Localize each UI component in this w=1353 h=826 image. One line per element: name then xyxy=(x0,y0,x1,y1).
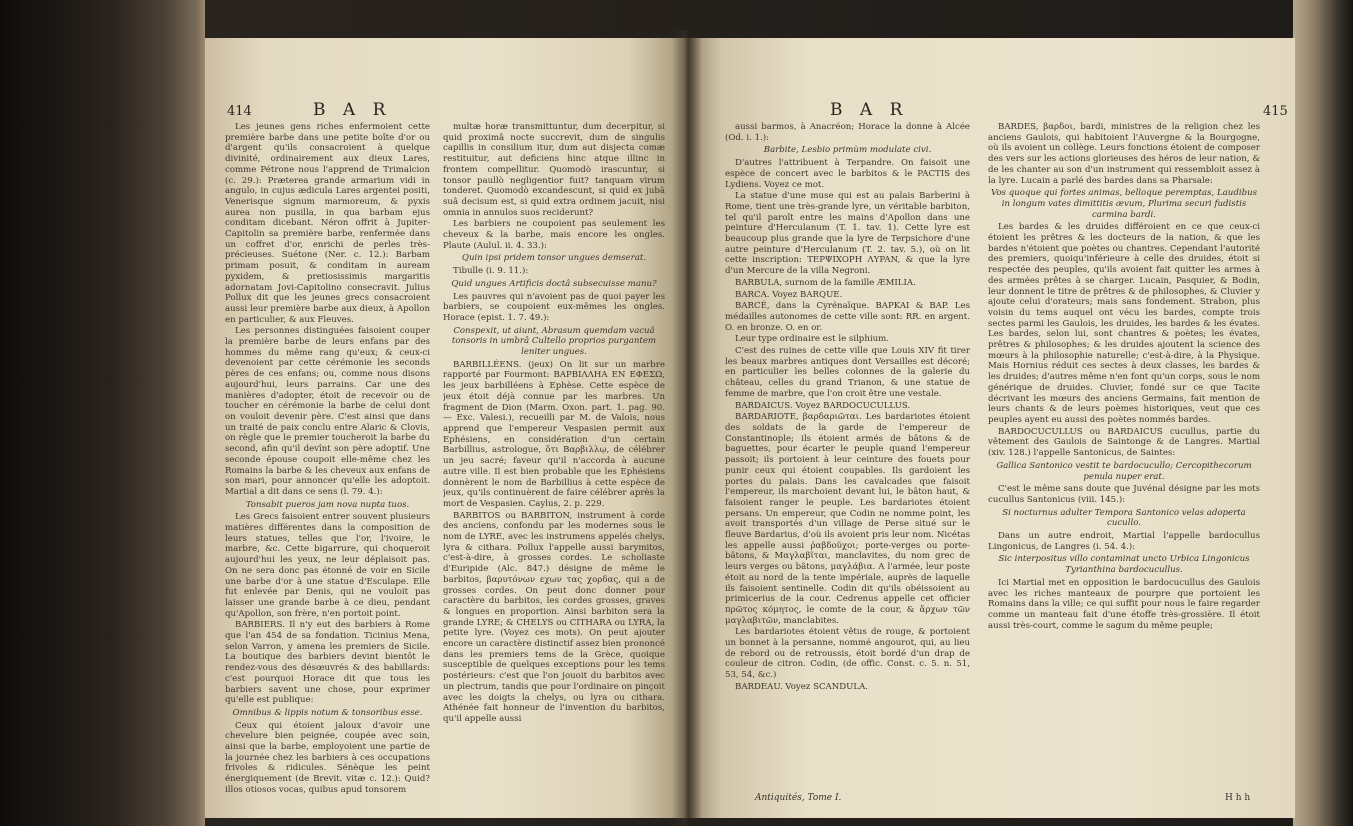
paragraph: Conspexit, ut aiunt, Abrasum quemdam vacuâ tonsoris in umbrâ Cultello proprios purgantem leniter ungues. xyxy=(451,325,657,358)
paragraph: Gallica Santonico vestit te bardocucullo; Cercopithecorum penula nuper erat. xyxy=(996,460,1252,482)
paragraph: multæ horæ transmittuntur, dum decerpitur, si quid proximâ nocte succrevit, dum de singulis capillis in consilium itur, dum aut disjecta comæ restituitur, aut deficiens hinc atque illinc in frontem compellitur. Quomodò irascuntur, si tonsor paullò negligentior fuit? tanquam virum tonderet. Quomodò excandescunt, si quid ex jubâ suâ decisum est, si quid extra ordinem jacuit, nisi omnia in annulos suos reciderunt? xyxy=(443,122,665,218)
paragraph: BARDEAU. Voyez SCANDULA. xyxy=(735,681,869,692)
right-page xyxy=(685,38,1295,818)
paragraph: BARBULA, surnom de la famille ÆMILIA. xyxy=(735,277,916,288)
paragraph: Les bardariotes étoient vêtus de rouge, & portoient un bonnet à la persanne, nommé angourot, qui, au lieu de rebord ou de retroussis, étoit bordé d'un drap de couleur de citron. Codin, (de offic. Const. c. 5. n. 51, 53, 54, &c.) xyxy=(725,627,970,681)
book-cover-right xyxy=(1293,0,1353,826)
left-page xyxy=(205,38,685,818)
running-head-left: B A R xyxy=(313,100,392,120)
paragraph: Omnibus & lippis notum & tonsoribus esse. xyxy=(232,707,423,718)
left-column-1 xyxy=(225,122,430,812)
paragraph: BARDOCUCULLUS ou BARDAICUS cucullus, partie du vêtement des Gaulois de Saintonge & de Langres. Martial (xiv. 128.) l'appelle Santonicus, de Saintes: xyxy=(988,426,1260,459)
paragraph: Sic interpositus villo contaminat uncto Urbica Lingonicus Tyrianthina bardocucullus. xyxy=(998,554,1250,576)
footer-volume: Antiquités, Tome I. xyxy=(755,793,842,803)
paragraph: Vos quoque qui fortes animas, belloque peremptas, Laudibus in longum vates dimittitis ævum, Plurima securi fudistis carmina bardi. xyxy=(990,188,1258,220)
paragraph: La statue d'une muse qui est au palais Barberini à Rome, tient une très-grande lyre, un véritable barbiton, tel qu'il paroît entre les mains d'Apollon dans une peinture d'Herculanum (T. 1. tav. 1). Cette lyre est beaucoup plus grande que la lyre de Terpsichore d'une autre peinture d'Herculanum (T. 2. tav. 5.), où on lit cette inscription: TEPΨIXOPH ΛYPAN, & que la lyre d'un Mercure de la villa Negroni. xyxy=(725,191,970,277)
paragraph: BARBITOS ou BARBITON, instrument à corde des anciens, confondu par les modernes sous le nom de LYRE, avec les instrumens appelés chelys, lyra & cithara. Pollux l'appelle aussi barymitos, c'est-à-dire, à grosses cordes. Le scholiaste d'Euripide (Alc. 847.) désigne de même le barbitos, βαρυτόνων εχων τας χορδας, qui a de grosses cordes. On peut donc donner pour caractère du barbitos, les cordes grosses, graves & longues en proportion. Ainsi barbiton sera la grande LYRE; & CHELYS ou CITHARA ou LYRA, la petite lyre. (Voyez ces mots). On peut ajouter encore un caractère distinctif assez bien prononcé dans les premiers tems de la Grèce, quoique susceptible de quelques exceptions pour les tems postérieurs: c'est que l'on jouoit du barbitos avec un plectrum, tandis que pour l'ordinaire on pinçoit avec les doigts la chelys, ou lyra ou cithara. Athénée fait honneur de l'invention du barbitos, qu'il appelle aussi xyxy=(443,510,665,724)
page-number-right: 415 xyxy=(1263,104,1288,119)
paragraph: D'autres l'attribuent à Terpandre. On faisoit une espèce de concert avec le barbitos & le PACTIS des Lydiens. Voyez ce mot. xyxy=(725,158,970,190)
paragraph: Barbite, Lesbio primùm modulate civi. xyxy=(763,145,932,156)
paragraph: Leur type ordinaire est le silphium. xyxy=(735,334,890,345)
paragraph: Les pauvres qui n'avoient pas de quoi payer les barbiers, se coupoient eux-mêmes les ongles. Horace (epist. 1. 7. 49.): xyxy=(443,291,665,323)
paragraph: C'est des ruines de cette ville que Louis XIV fit tirer les beaux marbres antiques dont Versailles est décoré; en particulier les belles colonnes de la galerie du château, celles du grand Trianon, & une statue de femme de marbre, que l'on croit être une vestale. xyxy=(725,346,970,399)
paragraph: Les personnes distinguées faisoient couper la première barbe de leurs enfans par des hommes du même rang qu'eux; & ceux-ci devenoient par cette cérémonie les seconds pères de ces enfans; ou, comme nous disons aujourd'hui, leurs parrains. Car une des manières d'adopter, étoit de recevoir ou de toucher en cérémonie la barbe de celui dont on vouloit devenir père. C'est ainsi que dans un traité de paix conclu entre Alaric & Clovis, on règle que le premier toucheroit la barbe du second, afin qu'il devînt son père adoptif. Une seconde épouse coupoit elle-même chez les Romains la barbe & les cheveux aux enfans de son mari, pour annoncer qu'elle les adoptoit. Martial a dit dans ce sens (l. 79. 4.): xyxy=(225,326,430,497)
paragraph: Les Grecs faisoient entrer souvent plusieurs matières différentes dans la composition de leurs statues, telles que l'or, l'ivoire, le marbre, &c. Cette bigarrure, qui choqueroit aujourd'hui les yeux, ne leur déplaisoit pas. On ne sera donc pas étonné de voir en Sicile une barbe d'or à une statue d'Esculape. Elle fut enlevée par Denis, qui ne vouloit pas laisser une grande barbe à ce dieu, pendant qu'Apollon, son frère, n'en portoit point. xyxy=(225,512,430,619)
paragraph: BARCA. Voyez BARQUE. xyxy=(735,289,843,300)
paragraph: BARDAICUS. Voyez BARDOCUCULLUS. xyxy=(735,400,911,411)
book-cover-left xyxy=(0,0,205,826)
paragraph: Dans un autre endroit, Martial l'appelle bardocullus Lingonicus, de Langres (i. 54. 4.): xyxy=(988,531,1260,552)
signature-mark: H h h xyxy=(1225,793,1251,803)
paragraph: Tibulle (i. 9. 11.): xyxy=(453,266,529,277)
paragraph: Ceux qui étoient jaloux d'avoir une chevelure bien peignée, coupée avec soin, ainsi que la barbe, employoient une partie de la journée chez les barbiers à ces occupations frivoles & ridicules. Sénèque les peint énergiquement (de Brevit. vitæ c. 12.): Quid? illos otiosos vocas, quibus apud tonsorem xyxy=(225,720,430,795)
paragraph: Les bardes & les druides différoient en ce que ceux-ci étoient les prêtres & les docteurs de la nation, & que les bardes n'étoient que poètes ou chantres. Cependant l'autorité des premiers, quoiqu'inférieure à celle des druides, étoit si respectée des peuples, qu'ils avoient fait quitter les armes à des armées prêtes à se charger. Lucain, Pasquier, & Bodin, leur donnent le titre de prêtres & de philosophes, & Cluvier y ajoute celui d'orateurs; mais sans fondement. Strabon, plus voisin du tems auquel ont vécu les bardes, compte trois sectes parmi les Gaulois, les druides, les bardes & les évates. Les bardes, selon lui, sont chantres & poètes; les évates, prêtres & philosophes; & les druides ajoutent la science des mœurs à la philosophie naturelle; c'est-à-dire, à la Physique. Mais Hornius réduit ces sectes à deux classes, les bardes & les druides; d'autres même n'en font qu'un corps, sous le nom générique de druides. Cluvier, fondé sur ce que Tacite décrivant les mœurs des anciens Germains, fait mention de leurs chants & de leurs poèmes historiques, veut que ces peuples ayent eu aussi des poètes nommés bardes. xyxy=(988,222,1260,425)
running-head-right: B A R xyxy=(830,100,909,120)
paragraph: Si nocturnus adulter Tempora Santonico velas adoperta cucullo. xyxy=(1002,507,1246,529)
right-column-2 xyxy=(988,122,1260,802)
paragraph: Les barbiers ne coupoient pas seulement les cheveux & la barbe, mais encore les ongles. Plaute (Aulul. ii. 4. 33.): xyxy=(443,219,665,251)
left-column-2 xyxy=(443,122,665,812)
book-gutter xyxy=(672,30,702,826)
paragraph: Quin ipsi pridem tonsor ungues demserat. xyxy=(461,253,647,264)
paragraph: Ici Martial met en opposition le bardocucullus des Gaulois avec les riches manteaux de pourpre que portoient les Romains dans la ville; ce qui suffit pour nous le faire regarder comme un manteau fait d'une étoffe très-grossière. Il étoit aussi très-court, comme le sagum du même peuple; xyxy=(988,577,1260,631)
paragraph: Quid ungues Artificis doctâ subsecuisse manu? xyxy=(451,278,657,289)
paragraph: Les jeunes gens riches enfermoient cette première barbe dans une petite boîte d'or ou d'argent qu'ils consacroient à quelque divinité, ordinairement aux dieux Lares, comme Pétrone nous l'apprend de Trimalcion (c. 29.): Præterea grande armarium vidi in angulo, in cujus ædicula Lares argentei positi, Venerisque signum marmoreum, & pyxis aurea non pusilla, in qua barbam ejus conditam dicebant. Néron offrit à Jupiter-Capitolin sa première barbe, renfermée dans un coffret d'or, enrichi de perles très-précieuses. Suétone (Ner. c. 12.): Barbam primam posuit, & conditam in auream pyxidem, & pretiosissimis margaritis adornatam Jovi-Capitolino consecravit. Julius Pollux dit que les jeunes grecs consacroient aussi leur première barbe aux dieux, à Apollon en particulier, & aux Fleuves. xyxy=(225,122,430,325)
page-number-left: 414 xyxy=(227,104,252,119)
paragraph: BARBIERS. Il n'y eut des barbiers à Rome que l'an 454 de sa fondation. Ticinius Mena, selon Varron, y amena les premiers de Sicile. La boutique des barbiers devint bientôt le rendez-vous des désœuvrés & des babillards: c'est pourquoi Horace dit que tous les barbiers savent une chose, pour exprimer qu'elle est publique: xyxy=(225,620,430,706)
paragraph: aussi barmos, à Anacréon; Horace la donne à Alcée (Od. i. 1.): xyxy=(725,122,970,143)
paragraph: Tonsabit pueros jam nova nupta tuos. xyxy=(245,499,410,510)
paragraph: BARBILLÉENS. (jeux) On lit sur un marbre rapporté par Fourmont: BAPBIΛΛHA EN EΦEΣΩ, les jeux barbilléens à Ephèse. Cette espèce de jeux étoit déjà connue par les marbres. Un fragment de Dion (Marm. Oxon. part. 1. pag. 90. — Exc. Valesi.), recueilli par M. de Valois, nous apprend que l'empereur Vespasien permit aux Ephésiens, en considération d'un certain Barbillius, astrologue, ὅτι Βαρβιλλῳ, de célébrer un jeu sacré; faveur qu'il n'accorda à aucune autre ville. Il est bien probable que les Ephésiens donnèrent le nom de Barbillius à cette espèce de jeux, qu'ils continuèrent de faire célébrer après la mort de Vespasien. Caylus, 2. p. 229. xyxy=(443,359,665,509)
paragraph: BARDARIOTE, βαρδαριῶται. Les bardariotes étoient des soldats de la garde de l'empereur de Constantinople; ils étoient armés de bâtons & de baguettes, pour écarter le peuple quand l'empereur passoit; ils portoient à leur ceinture des fouets pour punir ceux qui étoient coupables. Ils gardoient les portes du palais. Dans les cavalcades que faisoit l'empereur, ils marchoient devant lui, le bâton haut, & faisoient ranger le peuple. Les bardariotes étoient persans. Un empereur, que Codin ne nomme point, les avoit transportés d'un village de Perse situé sur le fleuve Bardarius, d'où ils avoient pris leur nom. Nicétas les appelle aussi ῥαβδοῦχοι; porte-verges ou porte-bâtons, & Μαγλαβῖται, manclavites, du nom grec de leurs verges ou bâtons, μαγλάβια. A l'armée, leur poste étoit au nord de la tente impériale, auprès de laquelle ils faisoient sentinelle. Codin dit qu'ils obéissoient au primicerius de la cour. Cedrenus appelle cet officier πρῶτος κόμητος, le comte de la cour, & ἄρχων τῶν μαγλαβιτῶν, manclabites. xyxy=(725,412,970,626)
paragraph: BARCÉ, dans la Cyrénaïque. BAPKAI & BAP. Les médailles autonomes de cette ville sont: RR. en argent. O. en bronze. O. en or. xyxy=(725,301,970,333)
right-column-1 xyxy=(725,122,970,790)
paragraph: C'est le même sans doute que Juvénal désigne par les mots cucullus Santonicus (viii. 145.): xyxy=(988,484,1260,505)
paragraph: BARDES, βαρδοι, bardi, ministres de la religion chez les anciens Gaulois, qui habitoient l'Auvergne & la Bourgogne, où ils avoient un collège. Leurs fonctions étoient de composer des vers sur les actions glorieuses des héros de leur nation, & de les chanter au son d'un instrument qui ressembloit assez à la lyre. Lucain a parlé des bardes dans sa Pharsale: xyxy=(988,122,1260,186)
